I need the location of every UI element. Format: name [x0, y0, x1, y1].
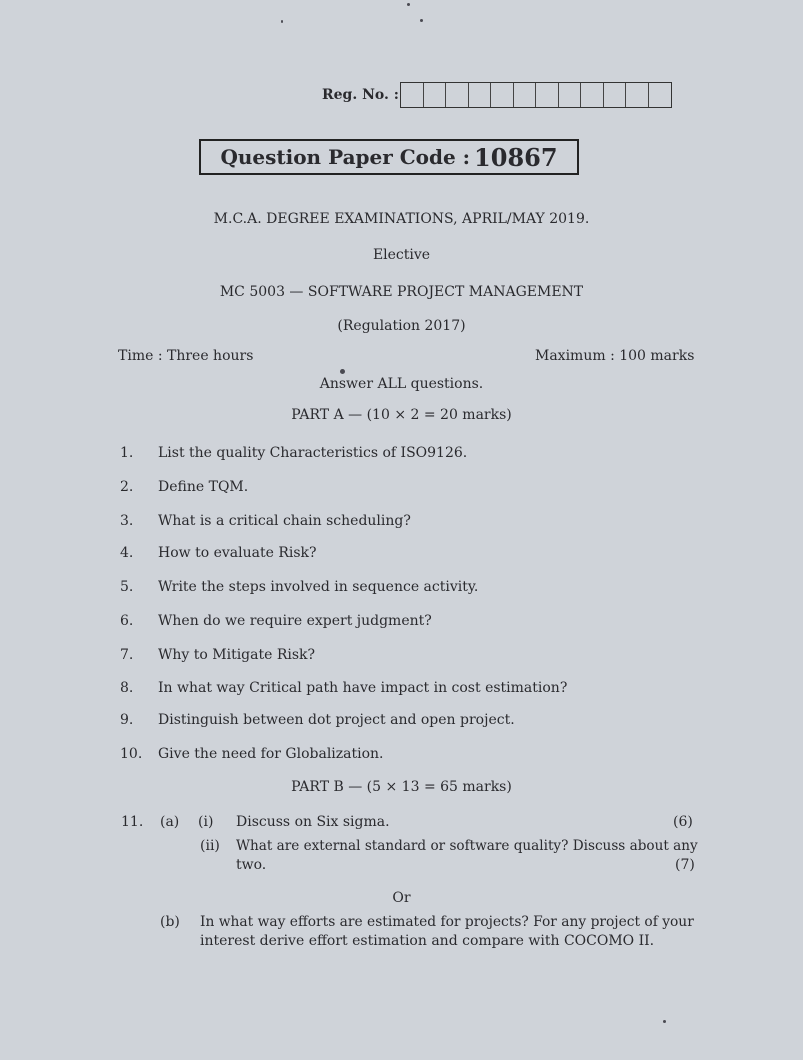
- question-number: 6.: [120, 613, 134, 629]
- reg-no-digit-box: [559, 83, 582, 107]
- question-number: 9.: [120, 712, 134, 728]
- subpart-label: (ii): [200, 838, 220, 854]
- subject-title: MC 5003 — SOFTWARE PROJECT MANAGEMENT: [219, 284, 584, 300]
- code-number: 10867: [474, 142, 558, 172]
- reg-no-digit-box: [604, 83, 627, 107]
- marks-allotted: (7): [675, 857, 695, 873]
- question-text: What are external standard or software quality? Discuss about any: [236, 838, 698, 854]
- scan-speck: [663, 1020, 666, 1023]
- question-text: What is a critical chain scheduling?: [158, 513, 411, 529]
- scan-speck: [340, 369, 345, 374]
- subquestion-label: (b): [160, 914, 180, 930]
- or-separator: Or: [392, 890, 411, 906]
- part-b-heading: PART B — (5 × 13 = 65 marks): [291, 779, 512, 795]
- question-text: Discuss on Six sigma.: [236, 814, 390, 830]
- scan-speck: [407, 3, 410, 6]
- question-number: 3.: [120, 513, 134, 529]
- reg-no-digit-box: [581, 83, 604, 107]
- time-allowed: Time : Three hours: [118, 348, 254, 364]
- question-text: In what way Critical path have impact in cost estimation?: [158, 680, 568, 696]
- question-text: How to evaluate Risk?: [158, 545, 317, 561]
- subpart-label: (i): [198, 814, 214, 830]
- reg-no-digit-box: [446, 83, 469, 107]
- question-text: two.: [236, 857, 267, 873]
- reg-no-digit-box: [536, 83, 559, 107]
- exam-type: Elective: [372, 247, 431, 263]
- instruction: Answer ALL questions.: [319, 376, 484, 392]
- question-number: 10.: [120, 746, 143, 762]
- question-text: Define TQM.: [158, 479, 249, 495]
- question-number: 11.: [121, 814, 144, 830]
- question-number: 7.: [120, 647, 134, 663]
- question-text: List the quality Characteristics of ISO9126.: [158, 445, 468, 461]
- exam-title: M.C.A. DEGREE EXAMINATIONS, APRIL/MAY 2019.: [213, 211, 590, 227]
- part-a-heading: PART A — (10 × 2 = 20 marks): [291, 407, 512, 423]
- reg-no-boxes: [400, 82, 672, 108]
- question-number: 5.: [120, 579, 134, 595]
- question-text: Give the need for Globalization.: [158, 746, 384, 762]
- maximum-marks: Maximum : 100 marks: [535, 348, 695, 364]
- reg-no-digit-box: [401, 83, 424, 107]
- reg-no-digit-box: [491, 83, 514, 107]
- question-number: 1.: [120, 445, 134, 461]
- scan-speck: [281, 20, 283, 23]
- question-text: Why to Mitigate Risk?: [158, 647, 316, 663]
- question-text: Distinguish between dot project and open project.: [158, 712, 515, 728]
- question-text: In what way efforts are estimated for projects? For any project of your: [200, 914, 694, 930]
- regulation: (Regulation 2017): [337, 318, 466, 334]
- question-text: Write the steps involved in sequence activity.: [158, 579, 479, 595]
- reg-no-label: Reg. No. :: [322, 87, 399, 103]
- subquestion-label: (a): [160, 814, 180, 830]
- reg-no-digit-box: [514, 83, 537, 107]
- reg-no-digit-box: [424, 83, 447, 107]
- question-number: 8.: [120, 680, 134, 696]
- question-paper-code-box: [199, 139, 579, 175]
- scan-speck: [420, 19, 423, 22]
- reg-no-digit-box: [649, 83, 672, 107]
- question-text: interest derive effort estimation and compare with COCOMO II.: [200, 933, 655, 949]
- reg-no-digit-box: [626, 83, 649, 107]
- marks-allotted: (6): [673, 814, 693, 830]
- question-number: 2.: [120, 479, 134, 495]
- question-number: 4.: [120, 545, 134, 561]
- reg-no-digit-box: [469, 83, 492, 107]
- code-label: Question Paper Code :: [220, 145, 471, 169]
- question-text: When do we require expert judgment?: [158, 613, 432, 629]
